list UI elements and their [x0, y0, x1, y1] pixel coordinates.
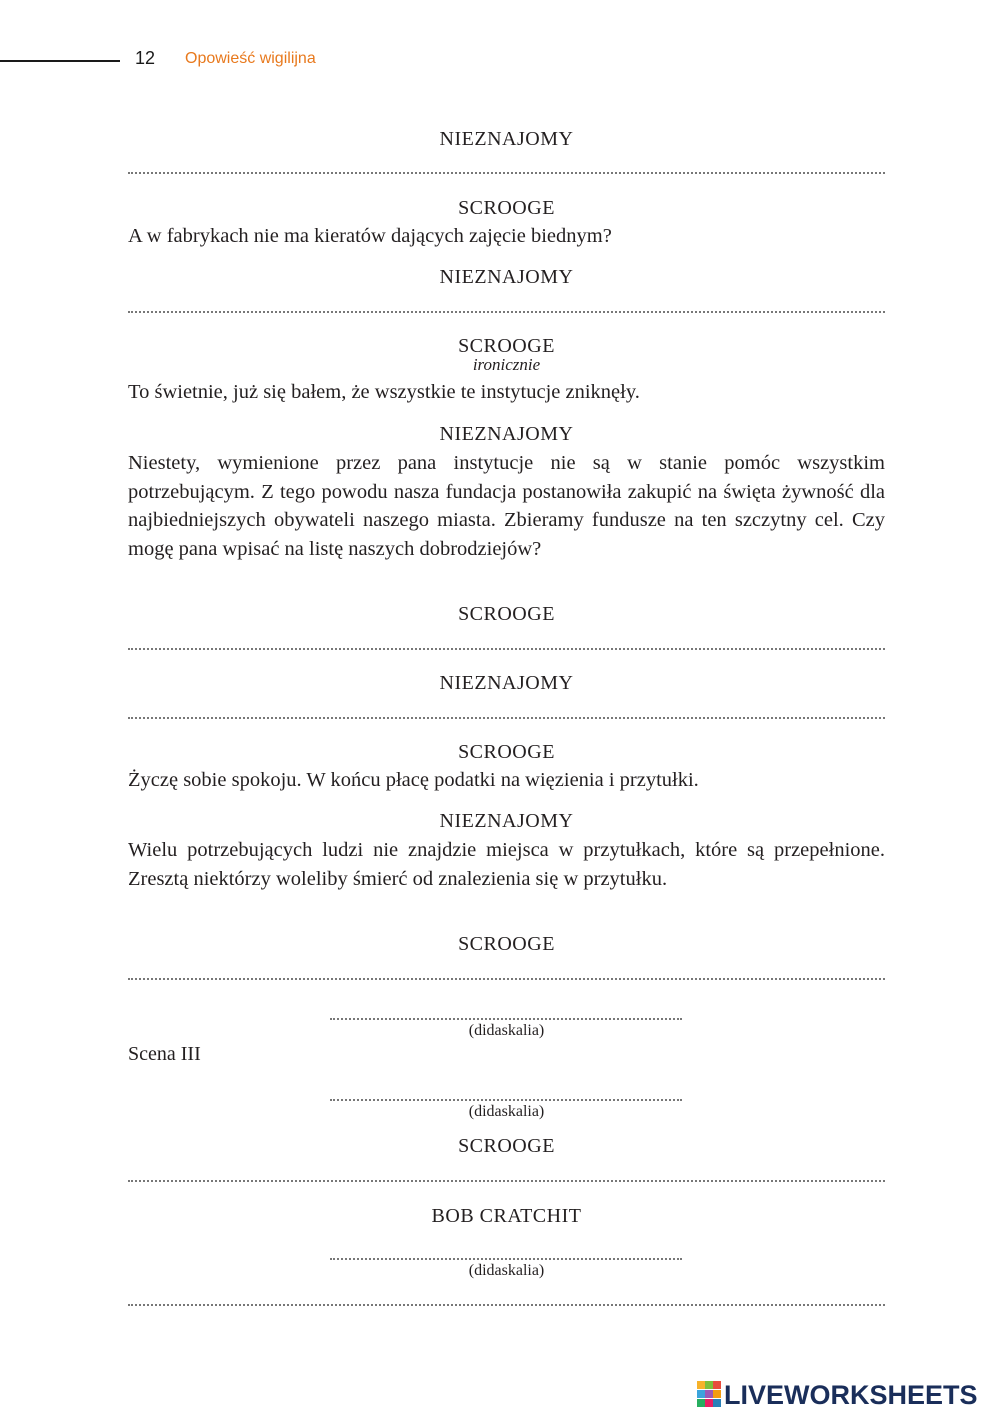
- answer-line[interactable]: [128, 1178, 885, 1182]
- speaker-label: SCROOGE: [458, 741, 555, 763]
- didascalia-label: (didaskalia): [468, 1022, 545, 1039]
- dialogue-paragraph: Niestety, wymienione przez pana instytucje nie są w stanie pomóc wszystkim potrzebującym. Z tego powodu nasza fundacja postanowiła zakupić na święta żywność dla najbiedniejszych obywateli naszego miasta. Zbieramy fundusze na ten szczytny cel. Czy mogę pana wpisać na listę naszych dobrodziejów?: [128, 452, 885, 560]
- answer-line[interactable]: [128, 170, 885, 174]
- answer-line[interactable]: [128, 715, 885, 719]
- scene-label: Scena III: [128, 1043, 201, 1065]
- speaker-label: SCROOGE: [458, 1135, 555, 1157]
- answer-line[interactable]: [128, 1302, 885, 1306]
- liveworksheets-brand: [697, 1378, 978, 1412]
- didascalia-line[interactable]: [330, 1256, 682, 1260]
- speaker-label: NIEZNAJOMY: [439, 810, 574, 832]
- speaker-label: SCROOGE: [458, 603, 555, 625]
- answer-line[interactable]: [128, 309, 885, 313]
- dialogue-paragraph: Wielu potrzebujących ludzi nie znajdzie miejsca w przytułkach, które są przepełnione. Zresztą niektórzy woleliby śmierć od znalezienia się w przytułku.: [128, 839, 885, 890]
- stage-direction: ironicznie: [472, 355, 541, 374]
- dialogue-line: To świetnie, już się bałem, że wszystkie te instytucje zniknęły.: [128, 381, 640, 403]
- speaker-label: NIEZNAJOMY: [439, 266, 574, 288]
- speaker-label: NIEZNAJOMY: [439, 423, 574, 445]
- speaker-label: NIEZNAJOMY: [439, 672, 574, 694]
- speaker-label: BOB CRATCHIT: [431, 1205, 582, 1227]
- script-content: [128, 0, 885, 1414]
- speaker-label: SCROOGE: [458, 335, 555, 357]
- answer-line[interactable]: [128, 646, 885, 650]
- answer-line[interactable]: [128, 976, 885, 980]
- speaker-label: SCROOGE: [458, 933, 555, 955]
- dialogue-line: Życzę sobie spokoju. W końcu płacę podatki na więzienia i przytułki.: [128, 769, 699, 791]
- didascalia-label: (didaskalia): [468, 1103, 545, 1120]
- running-title: Opowieść wigilijna: [185, 50, 316, 67]
- page-number: 12: [135, 48, 156, 68]
- liveworksheets-logo-icon: [697, 1381, 721, 1409]
- didascalia-line[interactable]: [330, 1016, 682, 1020]
- dialogue-line: A w fabrykach nie ma kieratów dających zajęcie biednym?: [128, 225, 612, 247]
- didascalia-label: (didaskalia): [468, 1262, 545, 1279]
- brand-name: LIVEWORKSHEETS: [724, 1379, 978, 1410]
- speaker-label: NIEZNAJOMY: [439, 128, 574, 150]
- header-rule: [0, 60, 120, 62]
- didascalia-line[interactable]: [330, 1097, 682, 1101]
- speaker-label: SCROOGE: [458, 197, 555, 219]
